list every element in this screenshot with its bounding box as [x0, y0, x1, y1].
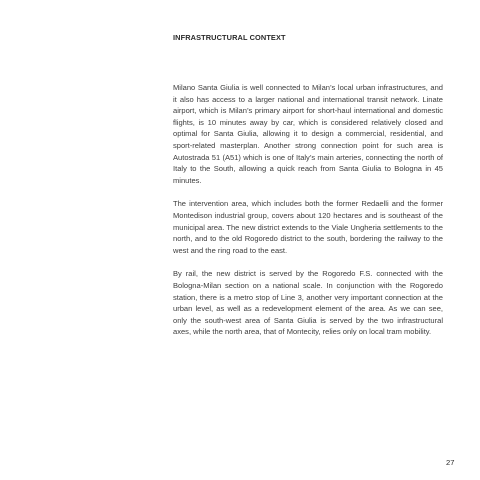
paragraph-connectivity: Milano Santa Giulia is well connected to Milan’s local urban infrastructures, and it also has access to a larger national and international transit network. Linate airport, which is Milan’s primary airport for short-haul international and domestic flights, is 10 minutes away by car, which is considered relatively closed and optimal for Santa Giulia, allowing it to design a commercial, residential, and sport-related masterplan. Another strong connection point for such area is Autostrada 51 (A51) which is one of Italy’s main arteries, connecting the north of Italy to the South, allowing a quick reach from Santa Giulia to Bologna in 45 minutes. [173, 83, 443, 185]
body-text [173, 82, 443, 350]
section-heading: INFRASTRUCTURAL CONTEXT [173, 33, 286, 42]
page-number: 27 [446, 458, 455, 467]
paragraph-intervention-area: The intervention area, which includes both the former Redaelli and the former Montedison industrial group, covers about 120 hectares and is southeast of the municipal area. The new district extends to the Viale Ungheria settlements to the north, and to the old Rogoredo district to the south, bordering the railway to the west and the ring road to the east. [173, 199, 443, 255]
paragraph-rail: By rail, the new district is served by the Rogoredo F.S. connected with the Bologna-Milan section on a national scale. In conjunction with the Rogoredo station, there is a metro stop of Line 3, another very important connection at the urban level, as well as a redevelopment element of the area. As we can see, only the south-west area of Santa Giulia is served by the two infrastructural axes, while the north area, that of Montecity, relies only on local tram mobility. [173, 269, 443, 337]
